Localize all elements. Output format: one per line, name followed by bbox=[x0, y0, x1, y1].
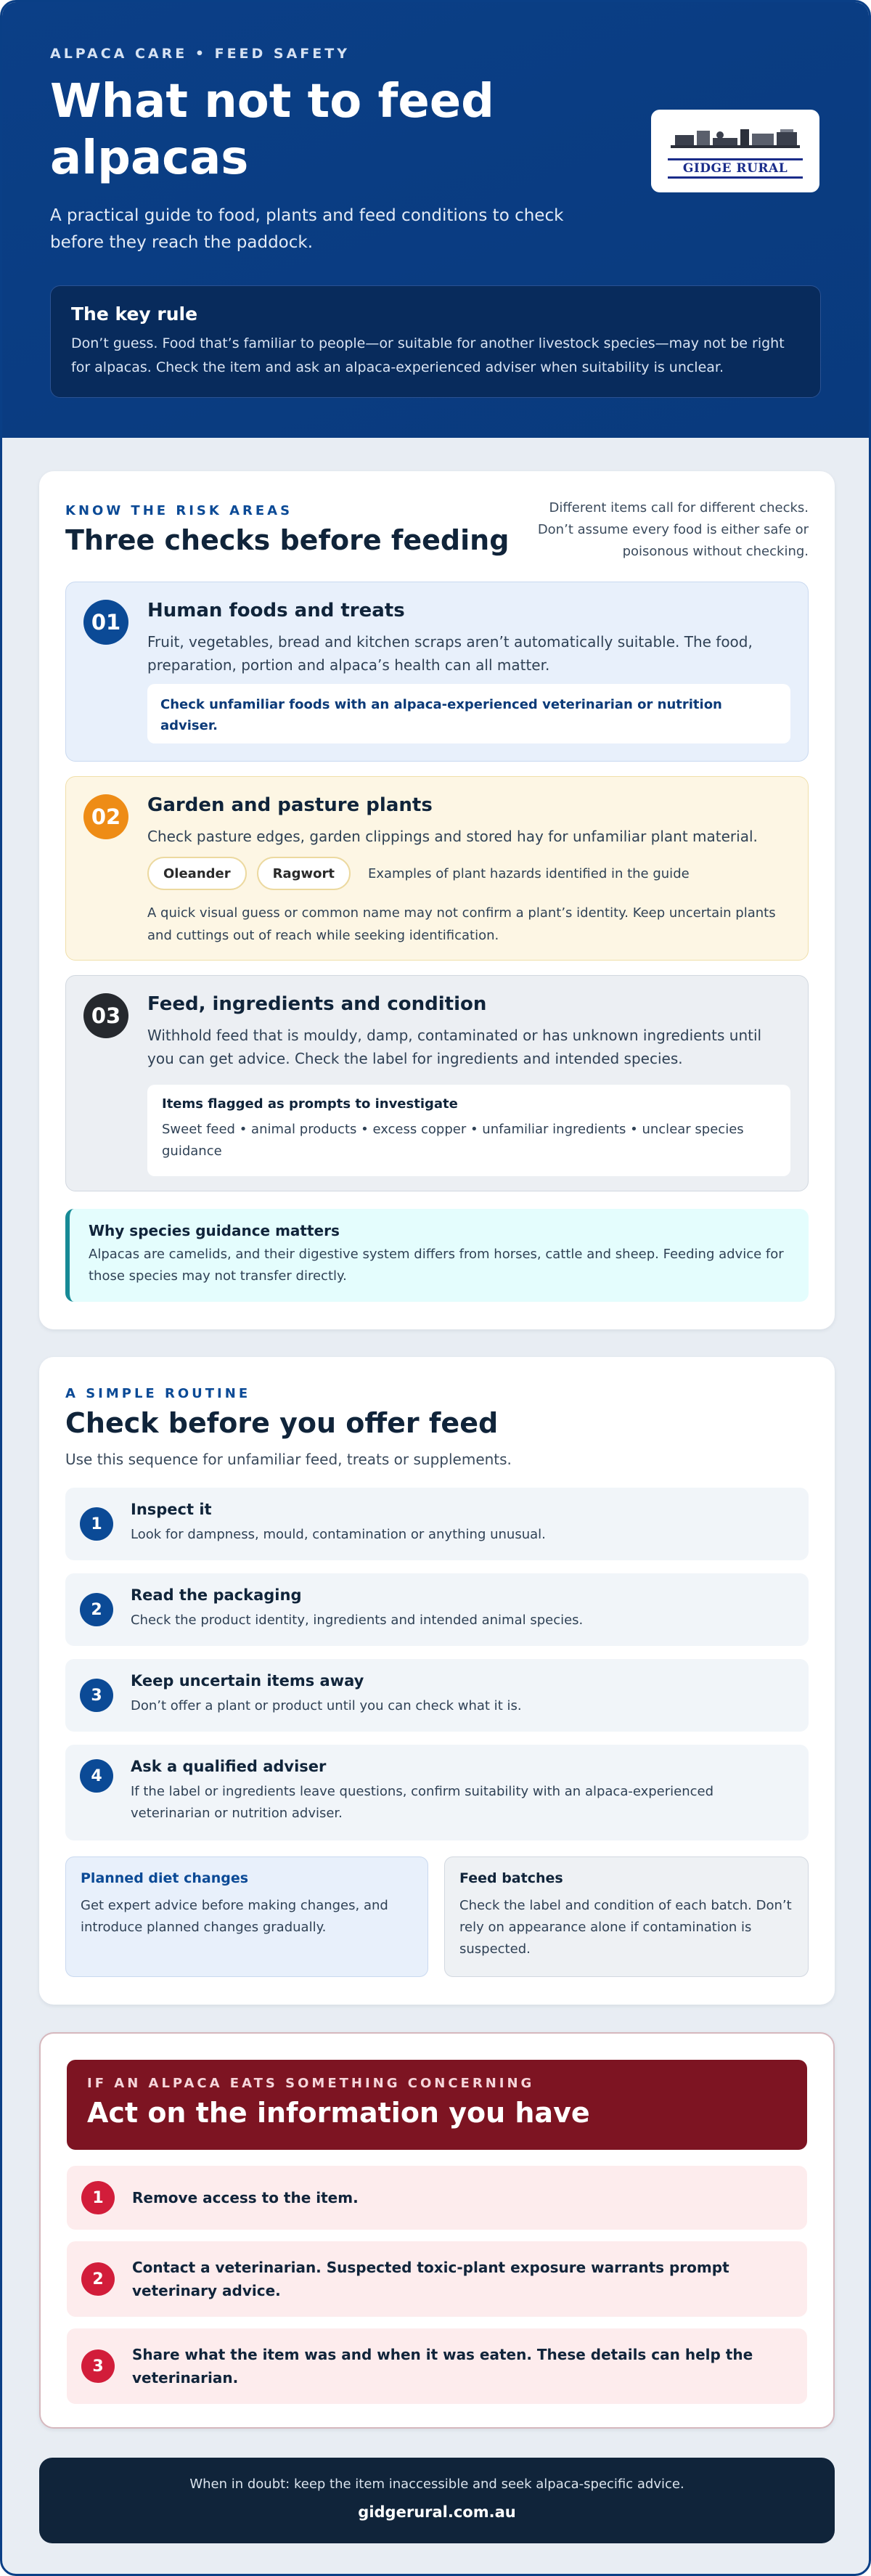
brand-logo-text: GIDGE RURAL bbox=[668, 158, 803, 179]
risk-title: Three checks before feeding bbox=[65, 524, 510, 556]
check-number-badge: 02 bbox=[83, 794, 128, 839]
risk-eyebrow: KNOW THE RISK AREAS bbox=[65, 503, 293, 518]
step-number-badge: 4 bbox=[80, 1759, 113, 1793]
flagged-items-title: Items flagged as prompts to investigate bbox=[162, 1096, 458, 1112]
emergency-step-number: 3 bbox=[81, 2349, 115, 2383]
routine-subtitle: Use this sequence for unfamiliar feed, treats or supplements. bbox=[65, 1451, 512, 1468]
emergency-step-number: 1 bbox=[81, 2181, 115, 2214]
tip-title: Planned diet changes bbox=[81, 1870, 249, 1886]
step-number-badge: 3 bbox=[80, 1679, 113, 1712]
flagged-items-list: Sweet feed • animal products • excess copper • unfamiliar ingredients • unclear species guidance bbox=[162, 1122, 744, 1159]
routine-card bbox=[39, 1357, 835, 2005]
key-rule-title: The key rule bbox=[71, 303, 198, 325]
flagged-items-panel bbox=[147, 1085, 790, 1176]
emergency-header bbox=[67, 2060, 807, 2150]
step-title: Inspect it bbox=[131, 1501, 212, 1518]
chip-caption: Examples of plant hazards identified in the guide bbox=[368, 865, 690, 881]
step-title: Ask a qualified adviser bbox=[131, 1758, 327, 1775]
emergency-step-text: Contact a veterinarian. Suspected toxic-plant exposure warrants prompt veterinary advice. bbox=[132, 2259, 729, 2299]
emergency-step-number: 2 bbox=[81, 2262, 115, 2296]
routine-step bbox=[65, 1659, 809, 1732]
emergency-title: Act on the information you have bbox=[87, 2097, 590, 2129]
check-title: Garden and pasture plants bbox=[147, 794, 433, 816]
check-advice-note: Check unfamiliar foods with an alpaca-experienced veterinarian or nutrition adviser. bbox=[147, 684, 790, 743]
routine-step bbox=[65, 1488, 809, 1560]
risk-areas-card bbox=[39, 471, 835, 1329]
page-title: What not to feed alpacas bbox=[50, 75, 494, 185]
tip-text: Check the label and condition of each batch. Don’t rely on appearance alone if contamination is suspected. bbox=[459, 1898, 792, 1957]
step-text: If the label or ingredients leave questions, confirm suitability with an alpaca-experienced veterinarian or nutrition adviser. bbox=[131, 1784, 714, 1821]
routine-step bbox=[65, 1745, 809, 1841]
step-text: Don’t offer a plant or product until you can check what it is. bbox=[131, 1698, 522, 1713]
check-title: Feed, ingredients and condition bbox=[147, 993, 487, 1015]
step-number-badge: 2 bbox=[80, 1593, 113, 1626]
tip-planned-diet bbox=[65, 1856, 428, 1977]
emergency-eyebrow: IF AN ALPACA EATS SOMETHING CONCERNING bbox=[87, 2076, 535, 2091]
hero-subtitle: A practical guide to food, plants and feed conditions to check before they reach the paddock. bbox=[50, 206, 564, 252]
step-number-badge: 1 bbox=[80, 1507, 113, 1541]
routine-step bbox=[65, 1573, 809, 1646]
footer-banner bbox=[39, 2458, 835, 2543]
key-rule-panel bbox=[50, 285, 821, 398]
tip-feed-batches bbox=[444, 1856, 809, 1977]
callout-title: Why species guidance matters bbox=[89, 1222, 340, 1239]
callout-text: Alpacas are camelids, and their digestive system differs from horses, cattle and sheep. Feeding advice for those species may not transfer directly. bbox=[89, 1247, 784, 1284]
check-body: Fruit, vegetables, bread and kitchen scraps aren’t automatically suitable. The food, preparation, portion and alpaca’s health can all matter. bbox=[147, 633, 753, 674]
check-title: Human foods and treats bbox=[147, 600, 405, 621]
routine-title: Check before you offer feed bbox=[65, 1407, 499, 1439]
plant-chip-oleander: Oleander bbox=[147, 857, 247, 890]
emergency-step bbox=[67, 2166, 807, 2230]
species-guidance-callout bbox=[65, 1209, 809, 1302]
step-text: Look for dampness, mould, contamination or anything unusual. bbox=[131, 1527, 546, 1542]
check-body: Check pasture edges, garden clippings and stored hay for unfamiliar plant material. bbox=[147, 828, 758, 845]
tip-text: Get expert advice before making changes, and introduce planned changes gradually. bbox=[81, 1898, 388, 1935]
hero-banner bbox=[2, 2, 869, 438]
routine-eyebrow: A SIMPLE ROUTINE bbox=[65, 1386, 251, 1401]
brand-logo[interactable] bbox=[651, 110, 819, 192]
emergency-card bbox=[39, 2032, 835, 2429]
check-body: Withhold feed that is mouldy, damp, contaminated or has unknown ingredients until you can get advice. Check the label for ingredients and intended species. bbox=[147, 1027, 762, 1067]
check-human-foods bbox=[65, 582, 809, 762]
step-text: Check the product identity, ingredients and intended animal species. bbox=[131, 1613, 584, 1628]
key-rule-text: Don’t guess. Food that’s familiar to people—or suitable for another livestock species—may not be right for alpacas. Check the item and ask an alpaca-experienced adviser when suitability is unclear. bbox=[71, 335, 785, 375]
emergency-step bbox=[67, 2328, 807, 2404]
farm-silhouette-icon bbox=[668, 123, 803, 157]
check-number-badge: 01 bbox=[83, 600, 128, 645]
hero-eyebrow: ALPACA CARE • FEED SAFETY bbox=[50, 46, 350, 62]
emergency-step-text: Remove access to the item. bbox=[132, 2189, 359, 2206]
footer-tagline: When in doubt: keep the item inaccessible and seek alpaca-specific advice. bbox=[189, 2477, 684, 2492]
step-title: Keep uncertain items away bbox=[131, 1672, 364, 1690]
plant-hazard-chips bbox=[147, 857, 690, 890]
tip-title: Feed batches bbox=[459, 1870, 563, 1886]
plant-chip-ragwort: Ragwort bbox=[257, 857, 351, 890]
risk-aside-note: Different items call for different checks. Don’t assume every food is either safe or poisonous without checking. bbox=[537, 500, 809, 559]
emergency-step-text: Share what the item was and when it was eaten. These details can help the veterinarian. bbox=[132, 2346, 753, 2387]
emergency-step bbox=[67, 2241, 807, 2317]
plant-id-footnote: A quick visual guess or common name may not confirm a plant’s identity. Keep uncertain plants and cuttings out of reach while seeking identification. bbox=[147, 905, 776, 943]
check-number-badge: 03 bbox=[83, 993, 128, 1038]
check-feed-condition bbox=[65, 975, 809, 1191]
step-title: Read the packaging bbox=[131, 1586, 302, 1604]
check-garden-plants bbox=[65, 776, 809, 961]
footer-website-link[interactable]: gidgerural.com.au bbox=[358, 2503, 516, 2521]
